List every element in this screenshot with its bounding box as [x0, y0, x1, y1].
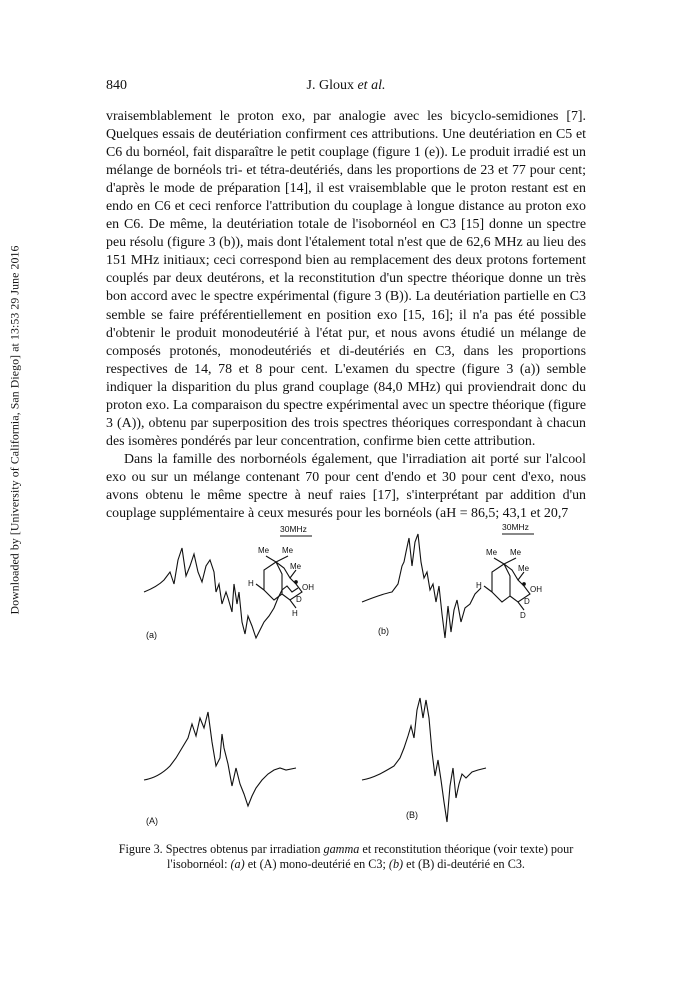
caption-text-3: et (A) mono-deutérié en C3;	[247, 857, 386, 871]
mol-a-oh: OH	[302, 583, 314, 592]
mol-a-me3: Me	[290, 562, 302, 571]
molecule-a	[248, 546, 314, 618]
paragraph-1: vraisemblablement le proton exo, par analogie avec les bicyclo-semidiones [7]. Quelques essais de deutériation confirment ces attributions. Une deutériation en C5 et C6 du bornéol, fait disparaître le petit couplage (figure 1 (e)). Le produit irradié est un mélange de bornéols tri- et tétra-deutériés, dans les proportions de 23 et 77 pour cent; d'après le mode de préparation [14], il est vraisemblable que le proton restant est en endo en C6 et ceci renforce l'attribution du couplage à longue distance au proton exo en C6. De même, la deutériation totale de l'isobornéol en C3 [15] donne un spectre peu résolu (figure 3 (b)), mais dont l'étalement total n'est que de 62,6 MHz au lieu des 151 MHz initiaux; ceci correspond bien au remplacement des deux protons fortement couplés par deux deutérons, et la reconstitution d'un spectre théorique donne un très bon accord avec le spectre expérimental (figure 3 (B)). La deutériation partielle en C3 semble se faire préférentiellement en position exo [15, 16]; il n'a pas été possible d'obtenir le produit monodeutérié à l'état pur, et nous avons étudié un mélange de composés protonés, monodeutériés et di-deutériés en C3, dans les proportions respectives de 14, 78 et 8 pour cent. L'examen du spectre (figure 3 (a)) semble indiquer la disparition du plus grand couplage (84,0 MHz) qui proviendrait donc du proton exo. La comparaison du spectre expérimental avec un spectre théorique (figure 3 (A)), obtenu par superposition des trois spectres théoriques correspondant à chacun des isomères pondérés par leur concentration, confirme bien cette attribution.	[106, 109, 586, 449]
mol-b-h: H	[476, 581, 482, 590]
caption-a: (a)	[230, 857, 245, 871]
mol-b-me3: Me	[518, 564, 530, 573]
scale-bar-a	[280, 524, 312, 536]
caption-gamma: gamma	[323, 842, 360, 856]
panel-label-b: (b)	[378, 626, 389, 636]
mol-b-d2: D	[520, 611, 526, 620]
page-number: 840	[106, 78, 127, 93]
body-text	[106, 108, 586, 523]
mol-b-me2: Me	[510, 548, 522, 557]
panel-label-A: (A)	[146, 816, 158, 826]
mol-b-d1: D	[524, 597, 530, 606]
caption-prefix: Figure 3.	[118, 842, 163, 856]
caption-text-4: et (B) di-deutérié en C3.	[406, 857, 525, 871]
caption-b: (b)	[388, 857, 404, 871]
mol-b-oh: OH	[530, 585, 542, 594]
download-note: Downloaded by [University of California, San Diego] at 13:53 29 June 2016	[7, 245, 22, 615]
mol-a-me2: Me	[282, 546, 294, 555]
scale-label-a: 30MHz	[280, 524, 307, 534]
panel-label-B: (B)	[406, 810, 418, 820]
mol-a-h: H	[248, 579, 254, 588]
figure-caption	[106, 842, 586, 872]
mol-a-d: D	[296, 595, 302, 604]
panel-label-a: (a)	[146, 630, 157, 640]
spectrum-A	[144, 712, 296, 806]
mol-a-me1: Me	[258, 546, 270, 555]
caption-text-2: et reconstitution théorique (voir texte) pour l'isobornéol:	[167, 842, 574, 871]
running-head	[106, 78, 586, 94]
running-head-authors: J. Gloux	[306, 78, 354, 93]
molecule-b	[476, 548, 542, 620]
running-head-etal: et al.	[357, 78, 386, 93]
mol-b-me1: Me	[486, 548, 498, 557]
page-header	[106, 78, 586, 98]
scale-bar-b	[502, 522, 534, 534]
mol-a-h2: H	[292, 609, 298, 618]
caption-text-1: Spectres obtenus par irradiation	[165, 842, 321, 856]
paragraph-2: Dans la famille des norbornéols également, que l'irradiation ait porté sur l'alcool exo ou sur un mélange contenant 70 pour cent d'endo et 30 pour cent d'exo, nous avons obtenu le même spectre à neuf raies [17], s'interprétant par addition d'un couplage supplémentaire à ceux mesurés pour les bornéols (aH = 86,5; 43,1 et 20,7	[106, 451, 586, 522]
figure-3	[106, 522, 586, 842]
download-sidebar	[2, 150, 28, 710]
scale-label-b: 30MHz	[502, 522, 529, 532]
figure-3-spectra	[106, 522, 586, 842]
spectrum-b	[362, 534, 481, 638]
spectrum-B	[362, 698, 486, 822]
